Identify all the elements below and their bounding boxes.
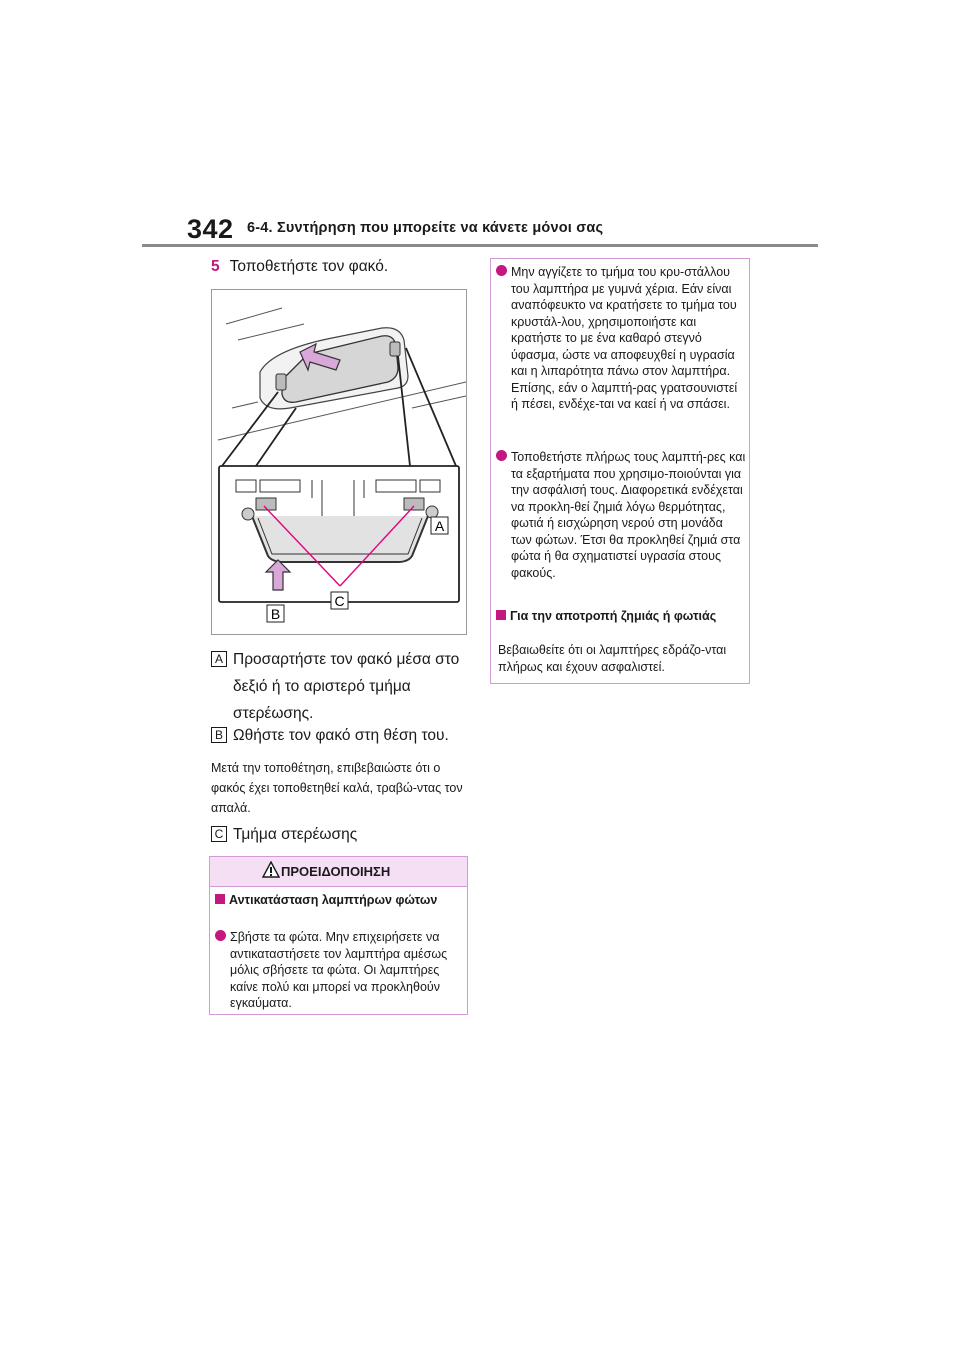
step-text: Τοποθετήστε τον φακό. xyxy=(229,258,389,275)
warning-title: ΠΡΟΕΙΔΟΠΟΙΗΣΗ xyxy=(281,864,391,879)
figure-label-b: B xyxy=(270,606,281,622)
caution-final-text: Βεβαιωθείτε ότι οι λαμπτήρες εδράζο-νται πλήρως και έχουν ασφαλιστεί. xyxy=(498,643,727,674)
step-instruction xyxy=(211,258,388,276)
legend-item-a xyxy=(211,646,463,727)
square-bullet-icon xyxy=(496,610,506,620)
caution-bullet-2-text: Τοποθετήστε πλήρως τους λαμπτή-ρες και τα εξαρτήματα που χρησιμο-ποιούνται για την ασφάλισή τους. Διαφορετικά ενδέχεται να προκλη-θεί ζημιά λόγω θερμότητας, φωτιά ή εισχώρηση νερού στη μονάδα των φώτων. Έτσι θα προκληθεί ζημιά στα φώτα ή θα σχηματιστεί υγρασία στους φακούς. xyxy=(511,450,746,580)
legend-tag-c: C xyxy=(211,826,227,842)
figure-label-c: C xyxy=(334,593,345,609)
lens-diagram xyxy=(212,290,466,634)
legend-tag-b: B xyxy=(211,727,227,743)
caution-subheading-text: Για την αποτροπή ζημιάς ή φωτιάς xyxy=(510,609,717,623)
warning-bullet xyxy=(215,929,466,1012)
legend-text-c: Τμήμα στερέωσης xyxy=(233,826,358,843)
warning-bullet-text: Σβήστε τα φώτα. Μην επιχειρήσετε να αντικαταστήσετε τον λαμπτήρα αμέσως μόλις σβήσετε τα φώτα. Οι λαμπτήρες καίνε πολύ και μπορεί να προκληθούν εγκαύματα. xyxy=(230,930,448,1010)
legend-item-b xyxy=(211,722,449,749)
caution-bullet-2 xyxy=(496,449,747,581)
caution-bullet-1-text: Μην αγγίζετε το τμήμα του κρυ-στάλλου του λαμπτήρα με γυμνά χέρια. Εάν είναι αναπόφευκτο να κρατήσετε το τμήμα του κρυστάλ-λου, χρησιμοποιήστε και κρατήστε το με ένα καθαρό στεγνό ύφασμα, ώστε να αποφευχθεί η υγρασία και η λιπαρότητα πάνω στον λαμπτήρα. Επίσης, εάν ο λαμπτή-ρας γρατσουνιστεί ή πέσει, ενδέχε-ται να καεί ή να σπάσει. xyxy=(511,265,738,411)
caution-subheading xyxy=(496,608,730,625)
warning-triangle-icon xyxy=(262,861,280,878)
warning-header xyxy=(210,857,467,887)
legend-item-c xyxy=(211,821,357,848)
legend-text-a: Προσαρτήστε τον φακό μέσα στο δεξιό ή το αριστερό τμήμα στερέωσης. xyxy=(233,651,460,722)
warning-subheading-text: Αντικατάσταση λαμπτήρων φώτων xyxy=(229,893,438,907)
caution-bullet-1 xyxy=(496,264,747,413)
figure-label-a: A xyxy=(434,518,445,534)
round-bullet-icon xyxy=(496,450,507,461)
page-number: 342 xyxy=(187,214,234,244)
step-number: 5 xyxy=(211,258,220,275)
caution-box xyxy=(490,258,750,684)
round-bullet-icon xyxy=(496,265,507,276)
legend-tag-a: A xyxy=(211,651,227,667)
warning-subheading xyxy=(215,892,449,909)
lens-installation-figure xyxy=(211,289,467,635)
legend-text-b: Ωθήστε τον φακό στη θέση του. xyxy=(233,727,449,744)
round-bullet-icon xyxy=(215,930,226,941)
square-bullet-icon xyxy=(215,894,225,904)
legend-note: Μετά την τοποθέτηση, επιβεβαιώστε ότι ο φακός έχει τοποθετηθεί καλά, τραβώ-ντας τον απαλά. xyxy=(211,761,463,815)
warning-box xyxy=(209,856,468,1015)
header-divider xyxy=(142,244,818,247)
section-title: 6-4. Συντήρηση που μπορείτε να κάνετε μόνοι σας xyxy=(247,220,604,236)
